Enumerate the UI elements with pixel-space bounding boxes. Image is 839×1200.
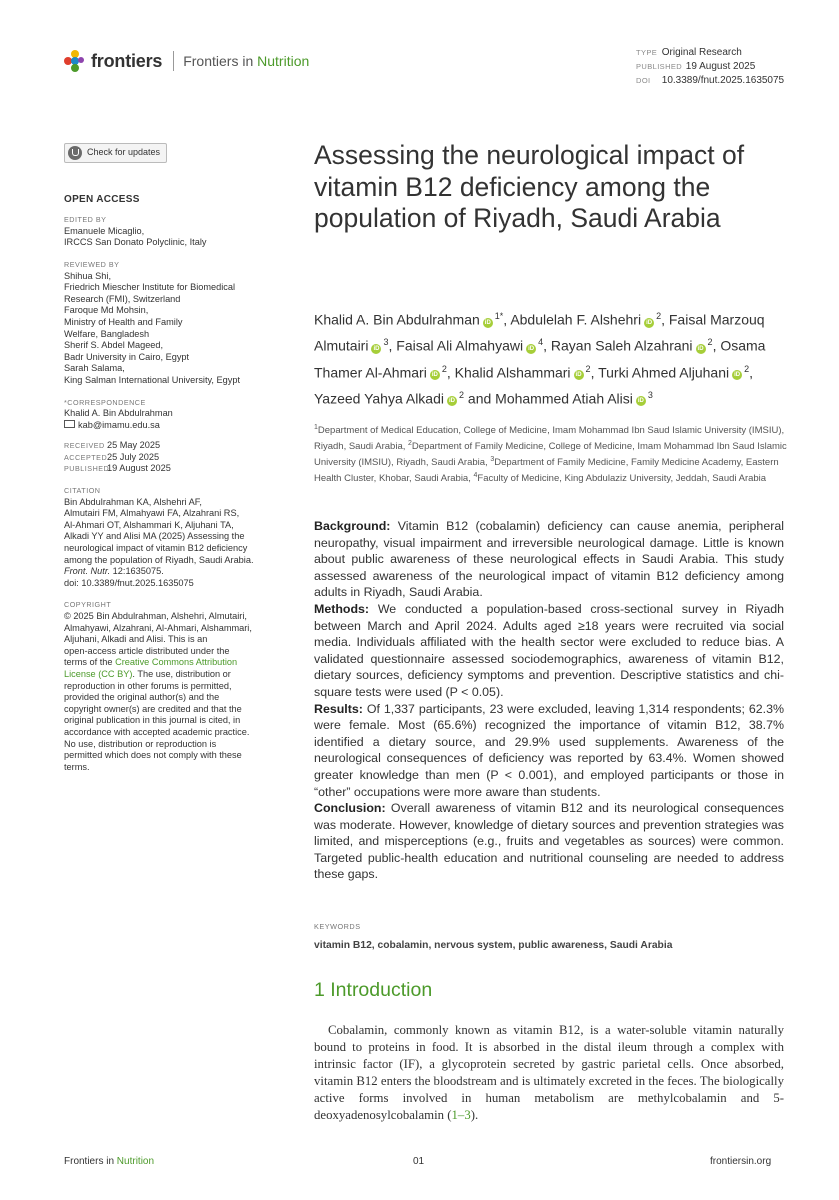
journal-name	[183, 53, 309, 69]
reviewer-line: Shihua Shi,	[64, 270, 111, 281]
reviewer-line: Friedrich Miescher Institute for Biomedical	[64, 282, 236, 293]
orcid-icon[interactable]: iD	[373, 345, 380, 352]
author-affiliation-mark: 4	[538, 337, 544, 348]
reviewer-line: Sherif S. Abdel Mageed,	[64, 340, 164, 351]
editor-name: Emanuele Micaglio,	[64, 225, 145, 236]
article-title: Assessing the neurological impact of vitamin B12 deficiency among the population of Riyadh, Saudi Arabia	[314, 140, 745, 233]
dates	[64, 440, 286, 475]
brand-name: frontiers	[91, 50, 163, 71]
author-list	[314, 305, 784, 410]
orcid-icon[interactable]: iD	[528, 345, 535, 352]
orcid-icon[interactable]: iD	[646, 319, 653, 326]
reviewer-line: Faroque Md Mohsin,	[64, 305, 149, 316]
published-date: 19 August 2025	[107, 463, 171, 474]
author-affiliation-mark: 2	[744, 363, 750, 374]
abstract-section	[314, 800, 784, 883]
copyright-line: terms of the	[64, 657, 116, 668]
orcid-icon[interactable]: iD	[484, 319, 491, 326]
doi-value[interactable]: 10.3389/fnut.2025.1635075	[661, 75, 785, 86]
copyright-line: reproduction in other forums is permitted,	[64, 680, 232, 691]
author-affiliation-mark: 2	[459, 389, 465, 400]
author-affiliation-mark: 2	[441, 363, 447, 374]
author-separator: ,	[712, 337, 721, 354]
abstract-section-label: Conclusion:	[314, 801, 386, 816]
intro-text-end: ).	[470, 1108, 479, 1122]
correspondence-label: *CORRESPONDENCE	[64, 397, 146, 407]
reviewer-line: Sarah Salama,	[64, 363, 125, 374]
author-affiliation-mark: 2	[585, 363, 591, 374]
abstract	[314, 518, 784, 883]
author-name[interactable]: Turki Ahmed Aljuhani	[598, 364, 730, 381]
correspondence-email-row[interactable]	[64, 420, 286, 432]
citation-journal: Front. Nutr.	[64, 566, 111, 577]
introduction-heading: 1 Introduction	[314, 979, 433, 1001]
envelope-icon	[64, 420, 75, 428]
copyright-line: Aljuhani, Alkadi and Alisi. This is an	[64, 634, 208, 645]
reference-link[interactable]: 1–3	[451, 1108, 471, 1122]
reviewed-by-label: REVIEWED BY	[64, 259, 120, 269]
orcid-icon[interactable]: iD	[697, 345, 704, 352]
reviewer-line: Ministry of Health and Family	[64, 316, 183, 327]
received-date: 25 May 2025	[107, 440, 161, 451]
citation-line: Bin Abdulrahman KA, Alshehri AF,	[64, 496, 202, 507]
citation-volume: 12:1635075.	[110, 566, 164, 577]
abstract-section-label: Methods:	[314, 601, 370, 616]
author-separator: ,	[503, 311, 511, 328]
copyright-line: original publication in this journal is cited, in	[64, 715, 241, 726]
abstract-section-text: We conducted a population-based cross-sectional survey in Riyadh between March and April 2024. Adults aged ≥18 years were recruited via social media. Individuals affiliated with the health sector were excluded to reduce bias. A validated questionnaire assessed sociodemographics, awareness of vitamin B12, dietary sources, deficiency symptoms and prevention. Descriptive statistics and chi-square tests were used (P < 0.05).	[314, 601, 784, 699]
citation-line: neurological impact of vitamin B12 deficiency	[64, 543, 248, 554]
copyright-line: permitted which does not comply with these	[64, 750, 242, 761]
copyright-line: open-access article distributed under the	[64, 645, 230, 656]
reviewed-by	[64, 271, 286, 387]
reviewer-line: Badr University in Cairo, Egypt	[64, 351, 190, 362]
affiliations	[314, 421, 789, 486]
footer-journal	[64, 1156, 154, 1167]
intro-text: Cobalamin, commonly known as vitamin B12, is a water-soluble vitamin naturally bound to proteins in food. It is absorbed in the distal ileum through a complex with intrinsic factor (IF), a glycoprotein secreted by gastric parietal cells. Once absorbed, vitamin B12 enters the bloodstream and is ultimately excreted in the feces. The biologically active forms involved in human metabolism are methylcobalamin and 5-deoxyadenosylcobalamin (	[314, 1023, 784, 1122]
reviewer-line: King Salman International University, Egypt	[64, 374, 241, 385]
copyright-line: terms.	[64, 761, 90, 772]
author-separator: ,	[446, 364, 455, 381]
frontiers-logo[interactable]	[64, 50, 309, 72]
frontiers-logo-icon	[64, 50, 86, 72]
orcid-icon[interactable]: iD	[637, 398, 644, 405]
affiliation-text: Department of Family Medicine, Family Medicine Academy, Eastern Health Cluster, Khobar, Saudi Arabia,	[314, 457, 779, 485]
affiliation-text: Department of Medical Education, College of Medicine, Imam Mohammad Ibn Saud Islamic University (IMSIU), Riyadh, Saudi Arabia,	[314, 425, 785, 453]
abstract-section	[314, 601, 784, 701]
author-affiliation-mark: 2	[656, 311, 662, 321]
author-name[interactable]: Yazeed Yahya Alkadi	[314, 390, 444, 407]
doi-label: DOI	[636, 76, 651, 85]
footer-site-link[interactable]: frontiersin.org	[710, 1156, 772, 1167]
abstract-section-text: Overall awareness of vitamin B12 and its neurological consequences was moderate. However, knowledge of dietary sources and prevention strategies was limited, and misperceptions (e.g., fruits and vegetables as sources) were common. Targeted public-health education and nutritional counseling are needed to address these gaps.	[314, 801, 784, 882]
abstract-section	[314, 518, 784, 601]
reviewer-line: Research (FMI), Switzerland	[64, 293, 181, 304]
citation	[64, 497, 286, 590]
keywords: vitamin B12, cobalamin, nervous system, public awareness, Saudi Arabia	[314, 940, 673, 951]
copyright-line: accordance with accepted academic practice.	[64, 726, 250, 737]
author-name[interactable]: Mohammed Atiah Alisi	[495, 390, 633, 407]
type-label: TYPE	[636, 48, 658, 57]
author-name[interactable]: Khalid A. Bin Abdulrahman	[314, 311, 480, 328]
footer-journal-accent: Nutrition	[116, 1156, 155, 1167]
accepted-date: 25 July 2025	[107, 451, 160, 462]
correspondence-name: Khalid A. Bin Abdulrahman	[64, 408, 173, 419]
orcid-icon[interactable]: iD	[449, 398, 455, 405]
author-separator: ,	[388, 337, 397, 354]
citation-line: Almutairi FM, Almahyawi FA, Alzahrani RS,	[64, 508, 240, 519]
introduction-paragraph	[314, 1022, 784, 1124]
author-affiliation-mark: 3	[383, 337, 389, 348]
edited-by	[64, 226, 286, 249]
type-value: Original Research	[661, 47, 742, 58]
abstract-section	[314, 701, 784, 801]
abstract-section-label: Results:	[314, 701, 363, 716]
affiliation-mark: 1	[314, 424, 318, 431]
page-number: 01	[413, 1156, 425, 1167]
copyright-label: COPYRIGHT	[64, 600, 112, 610]
citation-line: among the population of Riyadh, Saudi Arabia.	[64, 554, 254, 565]
affiliation-mark: 4	[473, 472, 478, 480]
editor-affiliation: IRCCS San Donato Polyclinic, Italy	[64, 237, 207, 248]
citation-doi[interactable]: doi: 10.3389/fnut.2025.1635075	[64, 577, 194, 588]
check-for-updates-label: Check for updates	[87, 147, 161, 158]
published-label: PUBLISHED	[636, 62, 683, 71]
citation-line: Al-Ahmari OT, Alshammari K, Aljuhani TA,	[64, 519, 234, 530]
journal-accent: Nutrition	[257, 53, 310, 69]
copyright-line: copyright owner(s) are credited and that the	[64, 703, 242, 714]
author-name[interactable]: Osama Thamer Al-Ahmari	[314, 337, 766, 381]
abstract-section-label: Background:	[314, 519, 391, 533]
author-affiliation-mark: 3	[647, 389, 653, 400]
author-name[interactable]: Faisal Ali Almahyawi	[396, 337, 524, 354]
check-for-updates-button[interactable]	[64, 143, 167, 163]
affiliation-mark: 2	[408, 440, 412, 448]
keywords-label: KEYWORDS	[314, 922, 361, 931]
abstract-section-text: Of 1,337 participants, 23 were excluded, leaving 1,314 respondents; 62.3% were female. Most (65.6%) recognized the importance of vitamin B12, 38.7% identified a dietary source, and 29.9% used supplements. Awareness of the neurological consequences of deficiency was reported by 63.4%. Women showed greater knowledge than men (P < 0.001), and employed participants or those in “other” occupations were more aware than students.	[314, 701, 784, 799]
cc-license-link[interactable]: License (CC BY)	[64, 668, 133, 679]
author-name[interactable]: Abdulelah F. Alshehri	[510, 311, 642, 328]
abstract-section-text: Vitamin B12 (cobalamin) deficiency can cause anemia, peripheral neuropathy, visual impairment and irreversible neurological damage. Little is known about public awareness of these neurological effects in Saudi Arabia. This study assessed awareness of the neurological impact of vitamin B12 deficiency among adults in Riyadh, Saudi Arabia.	[314, 519, 784, 600]
update-icon	[68, 146, 82, 160]
copyright	[64, 611, 286, 773]
correspondence	[64, 408, 286, 431]
author-separator: ,	[749, 364, 753, 381]
edited-by-label: EDITED BY	[64, 215, 107, 225]
citation-line: Alkadi YY and Alisi MA (2025) Assessing the	[64, 531, 245, 542]
author-separator: ,	[661, 311, 669, 328]
journal-prefix: Frontiers in	[183, 53, 258, 69]
orcid-icon[interactable]: iD	[431, 372, 438, 379]
copyright-line: . The use, distribution or	[132, 668, 231, 679]
article-meta	[636, 46, 784, 88]
orcid-icon[interactable]: iD	[575, 372, 582, 379]
reviewer-line: Welfare, Bangladesh	[64, 328, 150, 339]
orcid-icon[interactable]: iD	[734, 372, 741, 379]
footer-journal-prefix: Frontiers in	[64, 1156, 117, 1167]
accepted-label: ACCEPTED	[64, 452, 108, 462]
open-access-heading: OPEN ACCESS	[64, 193, 140, 205]
citation-label: CITATION	[64, 486, 101, 496]
author-name[interactable]: Khalid Alshammari	[454, 364, 571, 381]
affiliation-text: Department of Family Medicine, College of Medicine, Imam Mohammad Ibn Saud Islamic University (IMSIU), Riyadh, Saudi Arabia,	[314, 441, 787, 469]
copyright-line: © 2025 Bin Abdulrahman, Alshehri, Almutairi,	[64, 611, 247, 621]
affiliation-mark: 3	[490, 456, 495, 464]
author-separator: and	[464, 390, 496, 407]
received-label: RECEIVED	[64, 441, 105, 451]
copyright-line: Almahyawi, Alzahrani, Al-Ahmari, Alshammari,	[64, 622, 252, 633]
author-affiliation-mark: 1*	[494, 311, 504, 321]
logo-divider	[173, 51, 174, 71]
copyright-line: No use, distribution or reproduction is	[64, 738, 217, 749]
author-name[interactable]: Faisal Marzouq Almutairi	[314, 311, 765, 354]
copyright-line: provided the original author(s) and the	[64, 692, 220, 703]
published-label-side: PUBLISHED	[64, 464, 110, 474]
author-separator: ,	[543, 337, 551, 354]
author-affiliation-mark: 2	[707, 337, 713, 348]
author-separator: ,	[590, 364, 599, 381]
author-name[interactable]: Rayan Saleh Alzahrani	[550, 337, 693, 354]
cc-license-link[interactable]: Creative Commons Attribution	[115, 657, 238, 668]
correspondence-email[interactable]: kab@imamu.edu.sa	[78, 419, 160, 430]
published-value: 19 August 2025	[685, 61, 756, 72]
sidebar	[64, 143, 286, 773]
affiliation-text: Faculty of Medicine, King Abdulaziz University, Jeddah, Saudi Arabia	[477, 473, 767, 485]
